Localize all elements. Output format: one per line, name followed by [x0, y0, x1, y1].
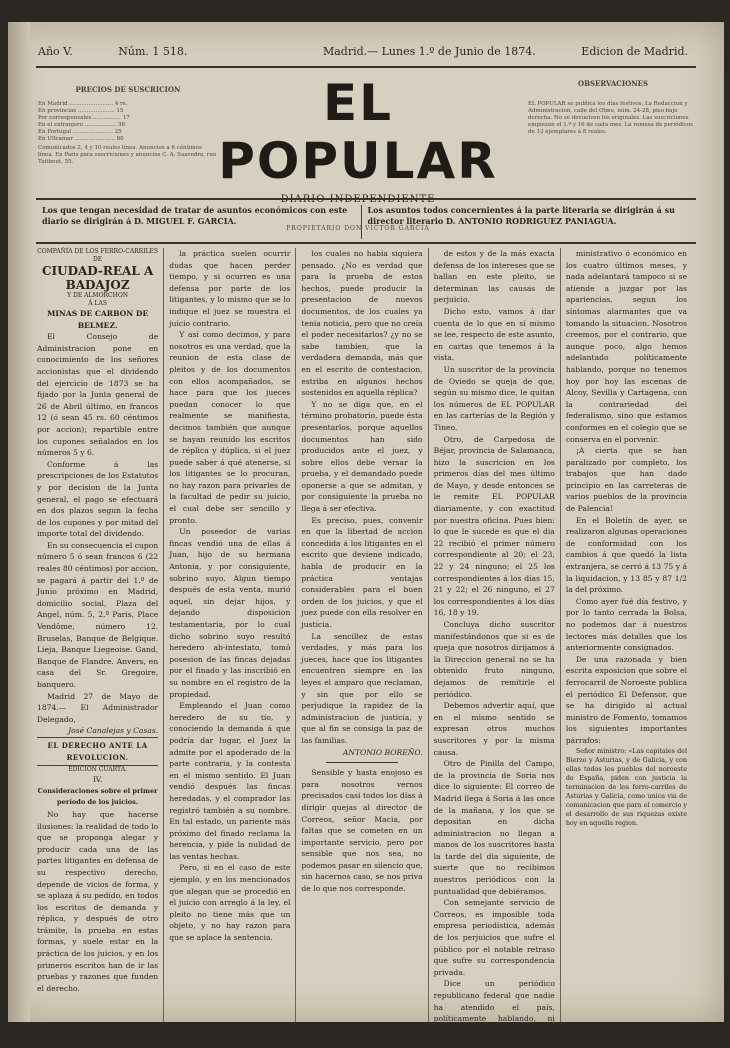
section-heading: EL DERECHO ANTE LA REVOLUCION. — [37, 737, 158, 766]
year: Año V. — [38, 44, 73, 58]
newspaper-page — [8, 22, 724, 1047]
edition: Edicion de Madrid. — [581, 44, 688, 58]
header-line — [38, 40, 688, 62]
section-roman: IV. — [92, 775, 103, 785]
column-1 — [32, 248, 164, 1022]
subscription-line: En el extranjero .................. 36 — [38, 122, 125, 128]
notice-economic: Los que tengan necesidad de tratar de asuntos económicos con este diario se dirigirán á D. MIGUEL F. GARCIA. — [36, 205, 362, 239]
notice-literary: Los asuntos todos concernientes á la parte literaria se dirigirán á su director literario D. ANTONIO RODRIGUEZ PANIAGUA. — [367, 205, 675, 226]
paragraph: Un poseedor de varias fincas vendió una de ellas á Juan, hijo de su hermana Antonia, y por consiguiente, sobrino suyo. Algun tiempo después de esta venta, murió aquel, sin dejar hijos, y dejando disposicion testamentaria, por lo cual dicho sobrino suyo resultó heredero ab-intestato, tomó posesion de las fincas dejadas por el finado y las inscribió en su nombre en el registro de la propiedad. — [169, 527, 291, 699]
paragraph: de estos y de la más exacta defensa de los intereses que se hallan en este pleito, se determinan las causas de perjuicio. — [433, 249, 555, 305]
company-line: COMPAÑÍA DE LOS FERRO-CARRILES DE — [37, 248, 159, 263]
paragraph: Un suscritor de la provincia de Oviedo se queja de que, según su mismo dice, le quitan los números de EL POPULAR en las carterías de la Región y Tineo. — [433, 364, 555, 432]
company-sub: Á LAS — [88, 300, 107, 307]
issue-number: Núm. 1 518. — [118, 44, 188, 58]
observations-text: EL POPULAR se publica los días festivos. La Redaccion y Administracion, calle del Olmo, núm. 24-28, piso bajo derecha. No se devuelven los originales. Las suscriciones empiezan el 1.º y 16 de cada mes. La remesa de periódicos de 12 ejemplares á 8 reales. — [528, 101, 694, 135]
notice-rule-bottom — [36, 242, 696, 244]
column-2 — [164, 248, 296, 1022]
notices-bar — [36, 205, 686, 239]
company-title: CIUDAD-REAL A BADAJOZ — [41, 264, 154, 292]
paragraph: De una razonada y bien escrita exposicion que sobre el ferrocarril de Noroeste publica el periódico El Defensor, que se ha dirigido al actual ministro de Fomento, tomamos los siguientes importantes párrafos: — [565, 654, 688, 745]
header-rule — [36, 66, 696, 68]
paragraph: En el Boletín de ayer, se realizaron algunas operaciones de conformidad con los cambios á que quedó la lista extranjera, se cerró á 13 75 y á la liquidacion, y 13 85 y 87 1/2 la del próximo. — [565, 515, 688, 595]
paragraph: Pero, si en el caso de este ejemplo, y en los mencionados que alegan que se procedió en el juicio con arreglo á la ley, el pleito no tiene más que un objeto, y no hay razon para que se aplace la sentencia. — [169, 863, 291, 943]
signature: ANTONIO BOREÑO. — [342, 747, 423, 757]
subscription-box — [38, 86, 218, 166]
company-sub: Y DE ALMORCHON — [67, 292, 129, 299]
article-columns — [32, 248, 692, 1047]
paragraph: Y no se diga que, en el término probatorio, puede ésta presentarlos, porque aquellos documentos han sido producidos ante el juez, y sobre ellos debe versar la prueba, y el demandado puede oponerse a que se admitan, y por consiguiente la prueba no llega á ser efectiva. — [301, 399, 423, 514]
paragraph: ¡A cierta que se han paralizado por completo, los trabajos que han dado principio en las carreteras de varios pueblos de la provincia de Palencia! — [565, 446, 688, 514]
paragraph: Señor ministro: «Las capitales del Bierzo y Asturias, y de Galicia, y con ellas todos los pueblos del noroeste de España, piden con justicia la terminacion de los ferro-carriles de Asturias y Galicia, como unica via de comunicacion que para el comercio y el desarrollo de sus riquezas existe hoy en aquella region. — [565, 746, 688, 827]
paragraph: los cuales no habia siquiera pensado. ¿No es verdad que para la prueba de estos hechos, puede producir la presentacion de nuevos documentos, de los cuales ya tenia noticia, pero que no creía el poder necesitarlos? ¿y no se sabe tambien, que la verdadera demanda, más que en el escrito de contestacion, estriba en algunos hechos sostenidos en aquella réplica? — [301, 249, 423, 398]
observations-box — [528, 80, 698, 136]
proprietor-line: PROPIETARIO DON VICTOR GARCIA — [286, 225, 430, 232]
paragraph: En su consecuencia el cupon número 5 ó sean francos 6 (22 reales 80 céntimos) por accion, se pagará á partir del 1.º de Junio próximo en Madrid, domicilio social, Plaza del Angel, núm. 5, 2.º Paris, Place Vendôme, número 12. Bruselas, Banque de Belgique. Lieja, Banque Liegeoise. Gand, Banque de Flandre. Anvers, en casa del Sr. Gregoire, banquero. — [37, 540, 159, 689]
column-3 — [296, 248, 428, 1022]
paragraph: No hay que hacerse ilusiones: la realidad de todo lo que se proponga alegar y producir cada una de las partes litigantes en defensa de su respectivo derecho, depende de vicios de forma, y se aplaza á su pedido, en todos los escritos de demanda y réplica, y después de otro trámite, la prueba en estas formas, y suele estar en la práctica de los juicios, y en los primeros escritos han de ir las pruebas y razones que funden el derecho. — [37, 809, 159, 993]
paragraph: Dicho esto, vamos á dar cuenta de lo que en sí mismo se lee, respecto de este asunto, en cartas que tenemos á la vista. — [433, 306, 555, 363]
paragraph: Otro de Pinilla del Campo, de la provincia de Soria nos dice lo siguiente: El correo de Madrid llega á Soria á las once de la mañana, y los que se depositan en dicha administracion no llegan a manos de los suscritores hasta la tarde del dia siguiente, de suerte que no recibimos nuestros periódicos con la puntualidad que debiéramos. — [433, 759, 555, 896]
signature: José Canalejas y Casas. — [68, 726, 159, 736]
subscription-notes: Comunicados 2, 4 y 10 reales línea. Anuncios a 6 céntimos línea. En Paris para suscriciones y anuncios C. A. Saavedra, rue Taitbout, 55. — [38, 145, 217, 165]
paragraph: Y así como decimos, y para nosotros es una verdad, que la reunion de esta clase de pleitos y de los documentos con ellos acompañados, se hace para que los jueces puedan conocer lo que realmente se manifiesta, decimos también que aunque se hayan reunido los escritos de réplica y dúplica, si el juez puede saber á qué atenerse, si los litigantes se lo procuran, no hay razon para privarles de la facultad de pedir su juicio, el cual debe ser sencillo y pronto. — [169, 330, 291, 525]
dateline: Madrid 27 de Mayo de 1874.— El Administrador Delegado, — [37, 691, 159, 724]
paragraph: Empleando el Juan como heredero de su tío, y conociendo la demanda á que podría dar lugar, el Juez la admite por el apoderado de la parte contraria, y la contesta en el mismo sentido. El Juan vendió después las fincas heredadas, y el comprador las registró también a su nombre. En tal estado, un pariente más próximo del finado reclama la herencia, y pide la nulidad de las ventas hechas. — [169, 701, 291, 861]
observations-heading: OBSERVACIONES — [577, 79, 649, 88]
paragraph: El Consejo de Administracion pone en conocimiento de los señores accionistas que el dividendo del ejercicio de 1873 se ha fijado por la Junta general de 26 de Abril último, en francos 12 (ó sean 45 rs. 60 céntimos por accion); repartible entre los cupones señalados en los números 5 y 6. — [37, 332, 159, 458]
paragraph: Como ayer fué día festivo, y por lo tanto cerrada la Bolsa, no podemos dar á nuestros lectores más detalles que los anteriormente consignados. — [565, 596, 688, 653]
paragraph: Es preciso, pues, convenir en que la libertad de accion concedida á los litigantes en el escrito que deviene indicado, habla de producir en la práctica ventajas considerables para el buen orden de los juicios, y que el juez puede con ella resolver en justicia. — [301, 515, 423, 629]
subscription-line: En provincias ..................... 15 — [38, 108, 124, 114]
column-4 — [429, 248, 561, 1047]
paragraph: La sencillez de estas verdades, y más para los jueces, hace que los litigantes encuentren siempre en las leyes el amparo que reclaman, y sin que por ello se perjudique la rapidez de la administracion de justicia, y que al fin se consiga la paz de las familias. — [301, 631, 423, 745]
page-binding — [8, 22, 30, 1022]
paragraph: Conforme á las prescripciones de los Estatutos y por decision de la Junta general, el pago se efectuará en dos plazos segun la fecha de los cupones y por mitad del importe total del dividendo. — [37, 459, 159, 539]
section-title: Consideraciones sobre el primer período de los juicios. — [37, 786, 158, 807]
section-sub: EDICION CUARTA. — [68, 766, 127, 774]
paragraph: la práctica suelen ocurrir dudas que hacen perder tiempo, y si ocurren es una defensa por parte de los litigantes, y lo mismo que se lo indique el juez se muestra el juicio contrario. — [169, 249, 291, 328]
paragraph: ministrativo ó económico en los cuatro últimos meses, y nada adelantará tampoco si se atiende a juzgar por las apariencias, segun los síntomas alarmantes que va tomando la situacion. Nosotros creemos, por el contrario, que aunque poco, algo hemos adelantado políticamente hablando, porque no tenemos hoy por hoy las escenas de Alcoy, Sevilla y Cartagena, con la contrariedad del federalismo, sino que estamos conformes en el colegio que se conserva en el porvenir. — [565, 249, 688, 444]
subscription-heading: PRECIOS DE SUSCRICION — [75, 85, 181, 94]
paragraph: Sensible y hasta enojoso es para nosotros vernos precisados casi todos los días á dirigir quejas al director de Correos, señor Macia, por faltas que se cometen en un importante servicio, pero por sensible que nos sea, no podemos pasar en silencio que, sin hacernos caso, se nos priva de lo que nos corresponde. — [301, 768, 423, 894]
paragraph: Debemos advertir aquí, que en el mismo sentido se expresan otros muchos suscritores y por la misma causa. — [433, 701, 555, 757]
paragraph: Otro, de Carpedosa de Béjar, provincia de Salamanca, hizo la suscricion en los primeros días del mes último de Mayo, y desde entonces se le remite EL POPULAR diariamente, y con exactitud por nuestra oficina. Pues bien: lo que le sucede es que el dia 22 recibió el primer número correspondiente al 20; el 23, 22 y 24 ninguno; el 25 los correspondientes á los días 15, 21 y 22; el 26 ninguno, el 27 los correspondientes á los días 16, 18 y 19. — [433, 434, 555, 618]
issue-date: Madrid.— Lunes 1.º de Junio de 1874. — [322, 44, 536, 58]
newspaper-title: EL POPULAR — [218, 74, 498, 190]
article-divider — [326, 762, 399, 763]
subscription-line: En Ultramar ....................... 80 — [38, 136, 124, 142]
subscription-line: Por corresponsales ................ 17 — [38, 115, 130, 121]
notice-rule-top — [36, 198, 696, 200]
paragraph: Concluya dicho suscritor manifestándonos que si es de queja que nosotros dirijamos á la Direccion general no se ha obtenido fruto ninguno, dejamos de remitirle el periódico. — [433, 620, 555, 699]
subscription-line: En Madrid ......................... 4 rs. — [38, 101, 128, 107]
paragraph: Con semejante servicio de Correos, es imposible toda empresa periodística, además de los perjuicios que sufre el público por el notable retraso que sufre su correspondencia privada. — [433, 898, 555, 977]
column-5 — [561, 248, 692, 1022]
paragraph: Dice un periódico republicano federal que nadie ha atendido el país, políticamente hablando, ni tampoco bajo el punto de vista ad- — [433, 979, 555, 1047]
company-sub: MINAS DE CARBON DE BELMEZ. — [46, 309, 149, 330]
subscription-line: En Portugal ....................... 25 — [38, 129, 122, 135]
